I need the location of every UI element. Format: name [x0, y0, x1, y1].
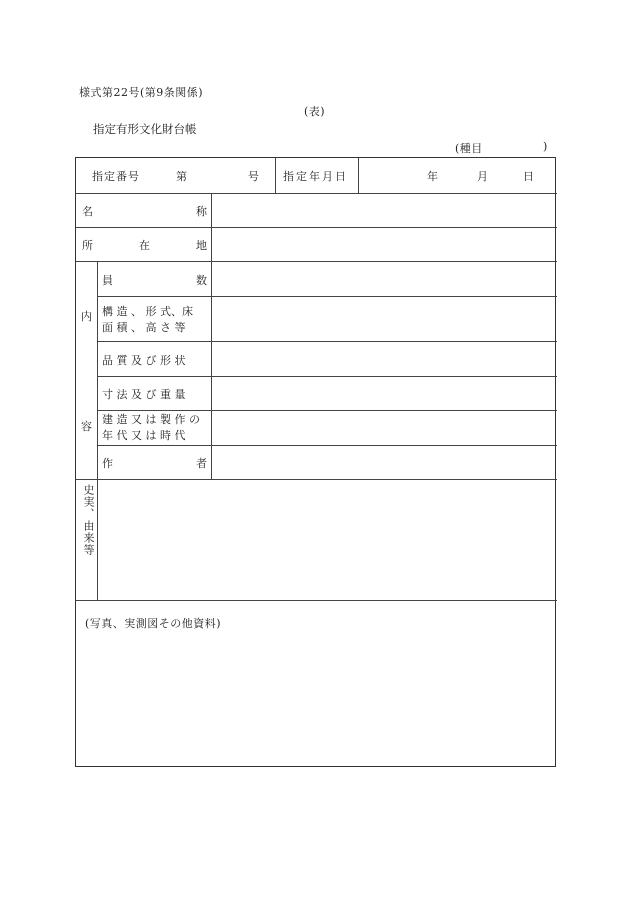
date-month: 月 [477, 170, 488, 183]
history-label: 史実、由来等 [82, 484, 95, 556]
number-prefix: 第 [176, 170, 187, 183]
number-suffix: 号 [248, 170, 259, 183]
location-label-3: 地 [196, 239, 207, 252]
members-label-2: 数 [196, 274, 207, 287]
document-title: 指定有形文化財台帳 [93, 122, 197, 136]
form-number: 様式第22号(第9条関係) [79, 86, 204, 99]
content-label-1: 内 [81, 310, 92, 323]
structure-label-line2: 面 積 、 高 さ 等 [102, 321, 186, 334]
photos-label: (写真、実測図その他資料) [85, 617, 222, 630]
designation-date-label: 指定年月日 [283, 170, 348, 183]
type-field-label: (種目 [455, 142, 483, 155]
dimensions-weight-label: 寸 法 及 び 重 量 [102, 388, 186, 401]
author-label-1: 作 [102, 457, 113, 470]
quality-shape-label: 品 質 及 び 形 状 [102, 354, 186, 367]
type-field-close: ) [543, 140, 548, 153]
location-label-1: 所 [82, 239, 93, 252]
name-label-1: 名 [82, 205, 93, 218]
structure-label-line1: 構 造 、 形 式、床 [102, 305, 193, 318]
side-label: (表) [304, 105, 326, 118]
location-label-2: 在 [139, 239, 150, 252]
era-label-line1: 建 造 又 は 製 作 の [102, 413, 200, 426]
designation-number-label: 指定番号 [92, 170, 140, 183]
author-label-2: 者 [196, 457, 207, 470]
era-label-line2: 年 代 又 は 時 代 [102, 429, 186, 442]
content-label-2: 容 [81, 420, 92, 433]
date-year: 年 [427, 170, 438, 183]
members-label-1: 員 [102, 274, 113, 287]
date-day: 日 [523, 170, 534, 183]
register-table [75, 157, 556, 767]
name-label-2: 称 [196, 205, 207, 218]
